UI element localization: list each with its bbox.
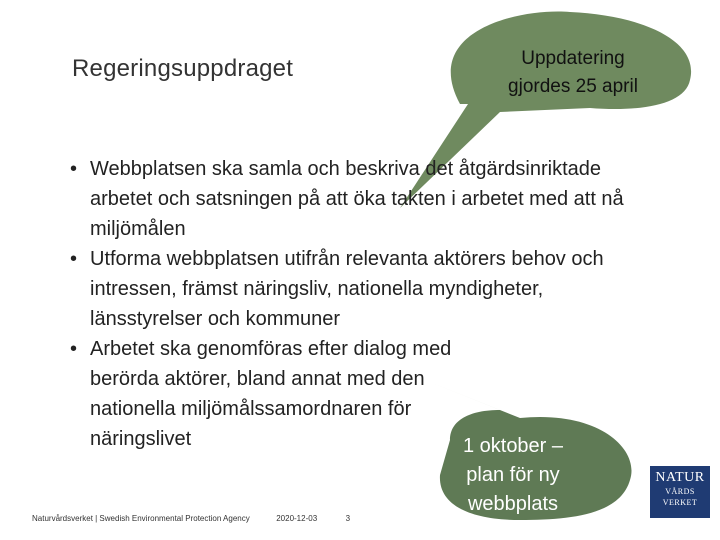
bullet-dot: •: [70, 158, 78, 180]
callout-bottom-line-2: plan för ny: [466, 464, 560, 486]
bullet-text: Arbetet ska genomföras efter dialog med berörda aktörer, bland annat med den nationella miljömålssamordnaren för näringslivet: [90, 338, 452, 450]
callout-bottom-text: [428, 432, 598, 519]
bullet-item: [70, 154, 650, 244]
footer-organization: Naturvårdsverket | Swedish Environmental Protection Agency: [32, 514, 250, 523]
slide-title: Regeringsuppdraget: [72, 55, 294, 82]
naturvardsverket-logo: [650, 466, 710, 518]
bullet-dot: •: [70, 338, 78, 360]
footer-page-number: 3: [345, 514, 351, 523]
footer: [32, 514, 350, 523]
callout-bottom-line-3: webbplats: [467, 493, 559, 515]
logo-line-3: VERKET: [662, 498, 698, 507]
bullet-dot: •: [70, 248, 78, 270]
bullet-item: [70, 244, 650, 334]
bullet-text: Webbplatsen ska samla och beskriva det åtgärdsinriktade arbetet och satsningen på att öka takten i arbetet med att nå miljömålen: [90, 158, 624, 240]
logo-line-1: NATUR: [655, 470, 705, 485]
callout-top-line-2: gjordes 25 april: [508, 76, 638, 97]
bullet-list: [70, 154, 650, 454]
footer-date: 2020-12-03: [276, 514, 318, 523]
callout-top-line-1: Uppdatering: [521, 48, 625, 69]
callout-bottom-line-1: 1 oktober –: [462, 435, 564, 457]
callout-top-text: [478, 45, 668, 101]
bullet-text: Utforma webbplatsen utifrån relevanta aktörers behov och intressen, främst näringsliv, nationella myndigheter, länsstyrelser och kommuner: [90, 248, 604, 330]
logo-line-2: VÅRDS: [665, 487, 695, 496]
